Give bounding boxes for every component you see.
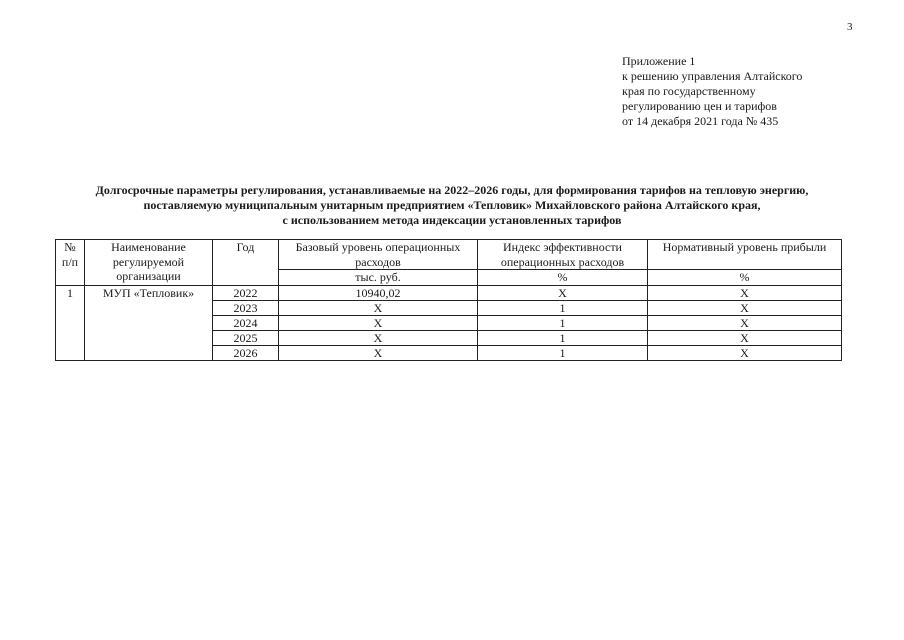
title-line: поставляемую муниципальным унитарным предприятием «Тепловик» Михайловского района Алтайского края, xyxy=(143,198,761,212)
year-cell: 2022 xyxy=(213,285,279,300)
header-profit-level: Нормативный уровень прибыли xyxy=(648,240,842,270)
base-cell: Х xyxy=(279,330,478,345)
annex-line: к решению управления Алтайского xyxy=(622,69,803,83)
title-line: с использованием метода индексации установленных тарифов xyxy=(282,213,622,227)
profit-cell: Х xyxy=(648,345,842,360)
year-cell: 2025 xyxy=(213,330,279,345)
profit-cell: Х xyxy=(648,330,842,345)
base-cell: 10940,02 xyxy=(279,285,478,300)
header-year: Год xyxy=(213,240,279,286)
index-cell: Х xyxy=(478,285,648,300)
org-num-cell: 1 xyxy=(56,285,85,360)
parameters-table xyxy=(55,239,842,361)
annex-line: от 14 декабря 2021 года № 435 xyxy=(622,114,779,128)
annex-block xyxy=(622,54,802,129)
profit-cell: Х xyxy=(648,300,842,315)
profit-cell: Х xyxy=(648,285,842,300)
header-num: № п/п xyxy=(56,240,85,286)
header-organization: Наименование регулируемой организации xyxy=(85,240,213,286)
table-row xyxy=(56,285,842,300)
unit-profit: % xyxy=(648,270,842,286)
header-efficiency-index: Индекс эффективности операционных расходов xyxy=(478,240,648,270)
unit-base: тыс. руб. xyxy=(279,270,478,286)
title-line: Долгосрочные параметры регулирования, устанавливаемые на 2022–2026 годы, для формирования тарифов на тепловую энергию, xyxy=(95,183,809,197)
annex-line: регулированию цен и тарифов xyxy=(622,99,777,113)
org-name-cell: МУП «Тепловик» xyxy=(85,285,213,360)
index-cell: 1 xyxy=(478,300,648,315)
index-cell: 1 xyxy=(478,315,648,330)
base-cell: Х xyxy=(279,315,478,330)
base-cell: Х xyxy=(279,300,478,315)
unit-index: % xyxy=(478,270,648,286)
year-cell: 2026 xyxy=(213,345,279,360)
table-header-row xyxy=(56,240,842,270)
index-cell: 1 xyxy=(478,345,648,360)
document-title xyxy=(40,183,864,228)
page-number: 3 xyxy=(847,21,853,33)
year-cell: 2024 xyxy=(213,315,279,330)
index-cell: 1 xyxy=(478,330,648,345)
base-cell: Х xyxy=(279,345,478,360)
annex-line: Приложение 1 xyxy=(622,54,696,68)
year-cell: 2023 xyxy=(213,300,279,315)
profit-cell: Х xyxy=(648,315,842,330)
annex-line: края по государственному xyxy=(622,84,756,98)
header-base-level: Базовый уровень операционных расходов xyxy=(279,240,478,270)
